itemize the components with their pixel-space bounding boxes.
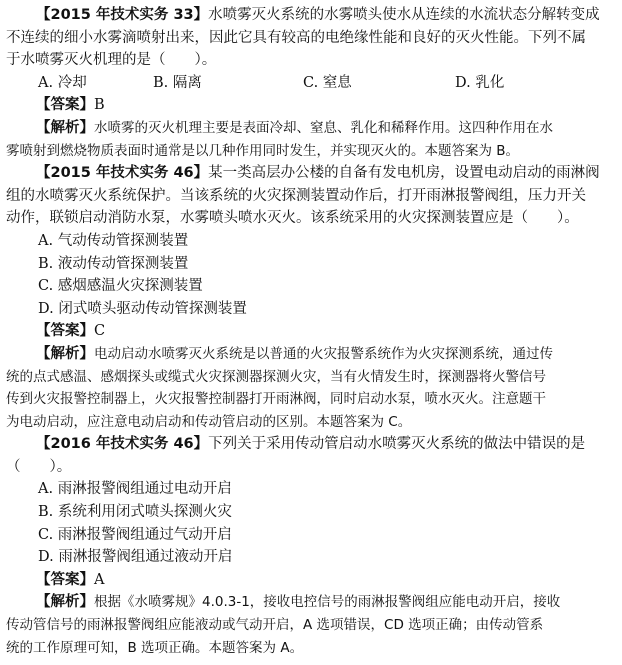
q1-text-2: 不连续的细小水雾滴喷射出来，因此它具有较高的电绝缘性能和良好的灭火性能。下列不属 [6, 29, 586, 46]
q2-analysis-line [6, 343, 616, 366]
q3-option-d: D. 雨淋报警阀组通过液动开启 [38, 549, 233, 566]
q1-analysis-1: 水喷雾的灭火机理主要是表面冷却、窒息、乳化和稀释作用。这四种作用在水 [94, 119, 553, 136]
q1-options [6, 72, 616, 95]
q3-option-c: C. 雨淋报警阀组通过气动开启 [38, 526, 232, 543]
q2-answer [6, 320, 616, 343]
q2-option-c: C. 感烟感温火灾探测装置 [38, 278, 203, 295]
q2-analysis-label: 【解析】 [36, 345, 94, 362]
q3-analysis-2: 传动管信号的雨淋报警阀组应能液动或气动开启，A 选项错误，CD 选项正确；由传动管系 [6, 617, 544, 634]
q2-stem-line [6, 162, 616, 185]
q3-analysis-1: 根据《水喷雾规》4.0.3-1，接收电控信号的雨淋报警阀组应能电动开启，接收 [94, 594, 561, 611]
q3-text-1: 下列关于采用传动管启动水喷雾灭火系统的做法中错误的是 [208, 436, 586, 453]
q1-option-a: A. 冷却 [38, 74, 87, 91]
q3-option-a: A. 雨淋报警阀组通过电动开启 [38, 481, 232, 498]
q2-answer-label: 【答案】 [36, 323, 94, 340]
q2-analysis-1: 电动启动水喷雾灭火系统是以普通的火灾报警系统作为火灾探测系统，通过传 [94, 345, 553, 362]
q3-text-2: （ ）。 [6, 458, 72, 475]
q1-analysis-line [6, 117, 616, 140]
q1-option-b: B. 隔离 [153, 74, 202, 91]
q3-stem-line [6, 433, 616, 456]
q2-answer-value: C [94, 323, 106, 340]
exam-page [6, 4, 616, 659]
q3-analysis-label: 【解析】 [36, 594, 94, 611]
q1-answer-label: 【答案】 [36, 97, 94, 114]
q2-text-1: 某一类高层办公楼的自备有发电机房，设置电动启动的雨淋阀 [208, 165, 600, 182]
q1-tag: 【2015 年技术实务 33】 [36, 7, 209, 23]
q2-option-b: B. 液动传动管探测装置 [38, 255, 189, 272]
q1-text-3: 于水喷雾灭火机理的是（ ）。 [6, 52, 217, 69]
q3-answer-label: 【答案】 [36, 571, 94, 588]
q1-text-1: 水喷雾灭火系统的水雾喷头使水从连续的水流状态分解转变成 [208, 7, 600, 23]
q2-text-3: 动作，联锁启动消防水泵，水雾喷头喷水灭火。该系统采用的火灾探测装置应是（ ）。 [6, 210, 579, 227]
q3-option-b: B. 系统利用闭式喷头探测火灾 [38, 504, 232, 521]
q3-answer-value: A [94, 571, 105, 588]
q1-stem-line [6, 4, 616, 27]
q1-analysis-label: 【解析】 [36, 119, 94, 136]
q2-analysis-4: 为电动启动，应注意电动启动和传动管启动的区别。本题答案为 C。 [6, 413, 412, 430]
q2-analysis-2: 统的点式感温、感烟探头或缆式火灾探测器探测火灾，当有火情发生时，探测器将火警信号 [6, 368, 546, 385]
q1-answer [6, 94, 616, 117]
q3-answer [6, 569, 616, 592]
q1-option-d: D. 乳化 [455, 74, 505, 91]
q3-analysis-line [6, 591, 616, 614]
q2-tag: 【2015 年技术实务 46】 [36, 165, 209, 182]
q3-analysis-3: 统的工作原理可知，B 选项正确。本题答案为 A。 [6, 639, 304, 656]
q1-option-c: C. 窒息 [303, 74, 352, 91]
q1-answer-value: B [94, 97, 105, 114]
q2-option-a: A. 气动传动管探测装置 [38, 232, 189, 249]
q1-analysis-2: 雾喷射到燃烧物质表面时通常是以几种作用同时发生，并实现灭火的。本题答案为 B。 [6, 142, 520, 159]
q3-tag: 【2016 年技术实务 46】 [36, 436, 209, 453]
q2-option-d: D. 闭式喷头驱动传动管探测装置 [38, 300, 247, 317]
q2-text-2: 组的水喷雾灭火系统保护。当该系统的火灾探测装置动作后，打开雨淋报警阀组，压力开关 [6, 187, 586, 204]
q2-analysis-3: 传到火灾报警控制器上，火灾报警控制器打开雨淋阀，同时启动水泵，喷水灭火。注意题干 [6, 391, 546, 408]
